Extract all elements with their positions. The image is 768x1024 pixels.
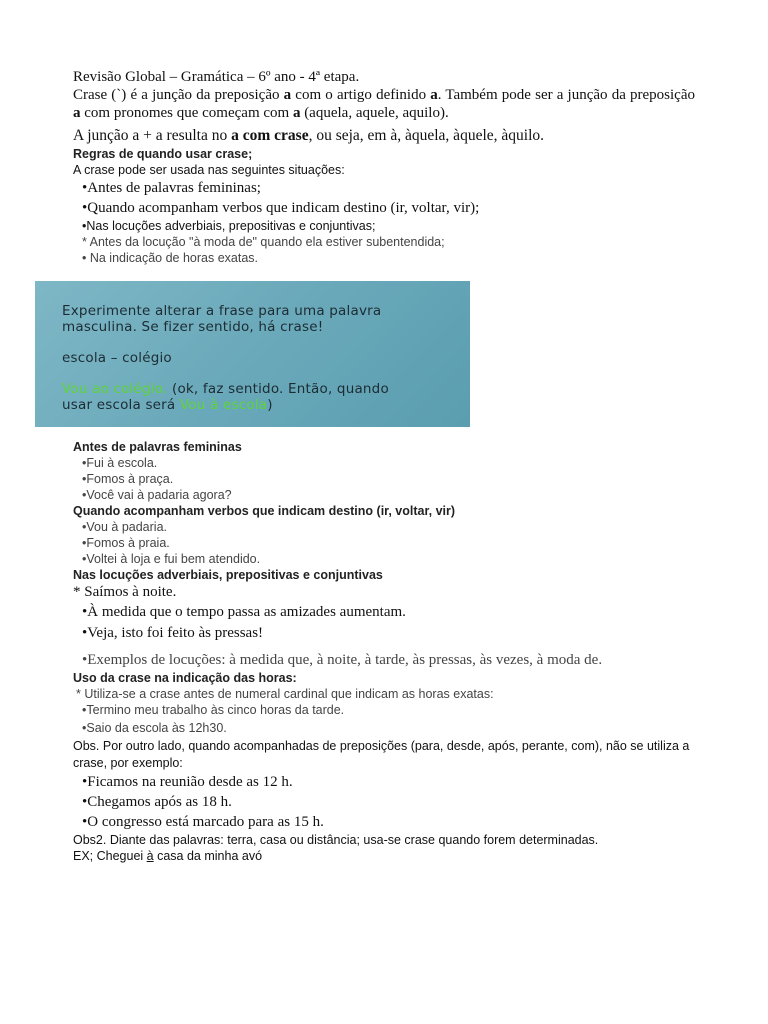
examples-section	[73, 439, 695, 864]
tip-line	[62, 381, 462, 397]
example-item: •Ficamos na reunião desde as 12 h.	[82, 774, 293, 790]
rules-heading: Regras de quando usar crase;	[73, 147, 253, 161]
example-text: EX; Cheguei	[73, 849, 147, 863]
example-item: •O congresso está marcado para as 15 h.	[82, 814, 324, 830]
intro-bold: a	[73, 105, 81, 121]
example-item: •Fomos à praia.	[82, 536, 170, 550]
tip-text: (ok, faz sentido. Então, quando	[167, 381, 389, 397]
intro-text: . Também pode ser a junção da preposição	[437, 87, 695, 103]
example-underlined: à	[146, 849, 154, 863]
example-item: •Chegamos após as 18 h.	[82, 794, 232, 810]
tip-text: )	[267, 397, 273, 413]
tip-banner-text	[62, 303, 462, 413]
rule-item: • Na indicação de horas exatas.	[82, 251, 259, 265]
locutions-heading: Nas locuções adverbiais, prepositivas e conjuntivas	[73, 568, 383, 582]
example-item: •Vou à padaria.	[82, 520, 167, 534]
example-item: •À medida que o tempo passa as amizades aumentam.	[82, 604, 406, 620]
intro-text: (aquela, aquele, aquilo).	[300, 105, 449, 121]
intro-summary	[73, 126, 695, 146]
example-item: •Você vai à padaria agora?	[82, 488, 232, 502]
intro-text: com o artigo definido	[291, 87, 431, 103]
hours-obs: Obs. Por outro lado, quando acompanhadas de preposições (para, desde, após, perante, com), não se utiliza a crase, por exemplo:	[73, 739, 690, 770]
summary-text: , ou seja, em à, àquela, àquele, àquilo.	[308, 127, 544, 144]
example-item: * Saímos à noite.	[73, 584, 177, 600]
tip-example-green: Vou ao colégio.	[62, 381, 168, 397]
tip-example-green: Vou à escola	[179, 397, 268, 413]
example-text: casa da minha avó	[153, 849, 263, 863]
rule-item: •Quando acompanham verbos que indicam destino (ir, voltar, vir);	[82, 200, 480, 216]
intro-text: Crase (`) é a junção da preposição	[73, 87, 284, 103]
intro-bold: a	[292, 105, 301, 121]
intro-text: com pronomes que começam com	[80, 105, 293, 121]
document-title: Revisão Global – Gramática – 6º ano - 4ª etapa.	[73, 69, 360, 85]
summary-text: A junção a + a resulta no	[73, 127, 232, 144]
example-item: •Fomos à praça.	[82, 472, 174, 486]
example-item: •Fui à escola.	[82, 456, 158, 470]
example-item: •Exemplos de locuções: à medida que, à noite, à tarde, às pressas, às vezes, à moda de.	[82, 652, 603, 668]
document-page	[73, 68, 695, 266]
feminine-heading: Antes de palavras femininas	[73, 440, 242, 454]
tip-line: masculina. Se fizer sentido, há crase!	[62, 319, 324, 335]
tip-line: escola – colégio	[62, 350, 172, 366]
hours-heading: Uso da crase na indicação das horas:	[73, 671, 297, 685]
destination-heading: Quando acompanham verbos que indicam destino (ir, voltar, vir)	[73, 504, 456, 518]
summary-bold: a com crase	[231, 127, 309, 144]
rules-subheading: A crase pode ser usada nas seguintes situações:	[73, 163, 345, 177]
example-item: •Voltei à loja e fui bem atendido.	[82, 552, 261, 566]
rule-item: •Nas locuções adverbiais, prepositivas e conjuntivas;	[82, 219, 376, 233]
hours-rule: * Utiliza-se a crase antes de numeral cardinal que indicam as horas exatas:	[76, 687, 494, 701]
hours-example	[73, 848, 695, 864]
rule-item: •Antes de palavras femininas;	[82, 180, 261, 196]
intro-bold: a	[430, 87, 438, 103]
hours-obs2: Obs2. Diante das palavras: terra, casa ou distância; usa-se crase quando forem determinadas.	[73, 833, 599, 847]
intro-bold: a	[283, 87, 292, 103]
tip-text: usar escola será	[62, 397, 180, 413]
example-item: •Saio da escola às 12h30.	[82, 721, 227, 735]
tip-line	[62, 397, 462, 413]
example-item: •Termino meu trabalho às cinco horas da tarde.	[82, 703, 345, 717]
tip-line: Experimente alterar a frase para uma palavra	[62, 303, 382, 319]
tip-banner	[35, 281, 470, 427]
rule-item: * Antes da locução "à moda de" quando ela estiver subentendida;	[82, 235, 445, 249]
example-item: •Veja, isto foi feito às pressas!	[82, 625, 264, 641]
intro-paragraph	[73, 86, 695, 122]
